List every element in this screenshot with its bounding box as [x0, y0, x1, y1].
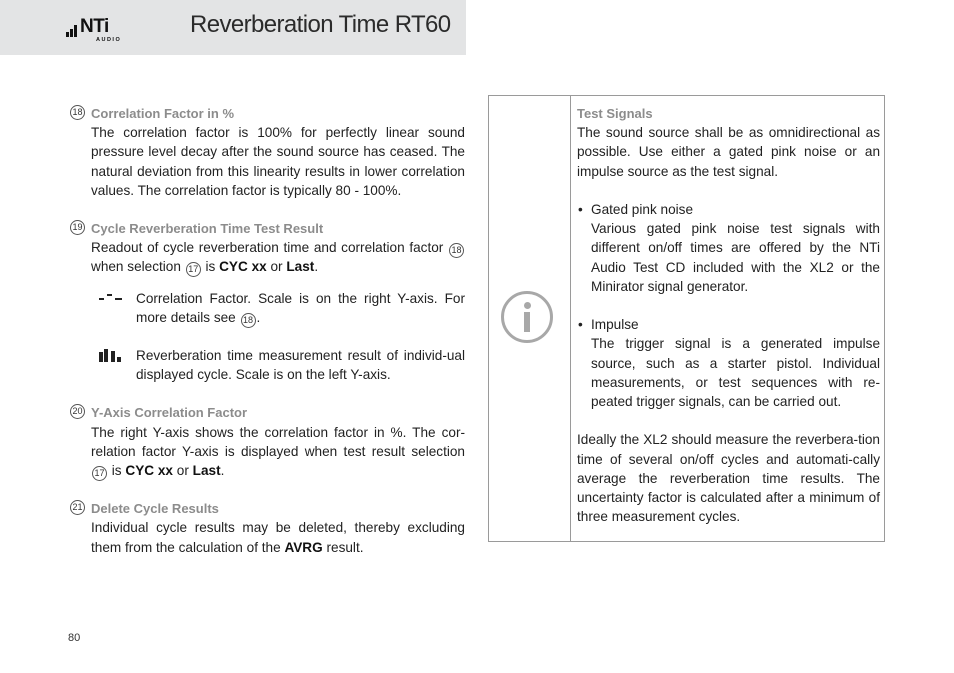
item-number-badge: 18	[70, 105, 85, 120]
logo-text: NTi	[80, 16, 109, 37]
section-text	[91, 238, 465, 276]
bullet-gated-pink-noise	[577, 200, 880, 296]
info-divider	[570, 96, 571, 541]
item-ref-badge: 18	[449, 243, 464, 258]
item-number-badge: 20	[70, 404, 85, 419]
text-segment: is	[205, 259, 216, 275]
section-title: Delete Cycle Results	[91, 501, 219, 517]
text-segment: result.	[326, 539, 364, 555]
text-segment: or	[270, 259, 283, 275]
item-number-badge: 21	[70, 500, 85, 515]
info-intro: The sound source shall be as omnidirectional as possible. Use either a gated pink noise or an impulse source as the test signal.	[577, 125, 880, 179]
text-segment: or	[176, 463, 189, 479]
bar-chart-icon	[98, 348, 124, 362]
item-ref-badge: 17	[186, 262, 201, 277]
bold-term: AVRG	[284, 539, 323, 555]
nti-audio-logo	[66, 17, 126, 45]
dashed-line-icon	[98, 291, 124, 305]
text-segment: .	[314, 259, 319, 275]
logo-bars-icon	[66, 25, 80, 37]
info-title: Test Signals	[577, 106, 653, 121]
text-segment: .	[256, 309, 261, 325]
page-number: 80	[68, 632, 81, 644]
section-y-axis	[70, 403, 465, 480]
bullet-text: The trigger signal is a generated impulse source, such as a starter pistol. Individual measurements, or test sequences with re-peated trigger signals, can be carried out.	[591, 336, 880, 410]
text-segment: is	[111, 463, 122, 479]
info-box	[488, 95, 885, 542]
section-text	[91, 423, 465, 481]
legend-correlation	[98, 289, 465, 327]
item-ref-badge: 17	[92, 466, 107, 481]
text-segment: Individual cycle results may be deleted, thereby excluding them from the calculation of the	[91, 520, 465, 555]
section-title: Correlation Factor in %	[91, 106, 235, 121]
left-column	[70, 104, 465, 576]
text-segment: when selection	[91, 259, 181, 275]
page-title: Reverberation Time RT60	[190, 11, 451, 38]
bold-term: Last	[286, 259, 315, 275]
info-closing: Ideally the XL2 should measure the reverbera-tion time of several on/off cycles and automati-cally average the reverberation time results. The uncertainty factor is calculated after a minimum of three measurement cycles.	[577, 432, 880, 525]
section-title: Cycle Reverberation Time Test Result	[91, 221, 324, 237]
bullet-text: Various gated pink noise test signals with different on/off times are offered by the NTi Audio Test CD included with the XL2 or the Minirator signal generator.	[591, 221, 880, 294]
legend-text	[136, 289, 465, 327]
bullet-impulse	[577, 315, 880, 411]
section-correlation-factor	[70, 104, 465, 200]
section-cycle-result	[70, 219, 465, 384]
text-segment: Correlation Factor. Scale is on the right Y-axis. For more details see	[136, 290, 465, 325]
header-band	[0, 0, 466, 55]
item-number-badge: 19	[70, 220, 85, 235]
legend-reverberation	[98, 346, 465, 384]
logo-subtext: AUDIO	[96, 37, 122, 43]
text-segment: The right Y-axis shows the correlation factor in %. The cor-relation factor Y-axis is displayed when test result selection	[91, 424, 465, 459]
legend-text: Reverberation time measurement result of individ-ual displayed cycle. Scale is on the left Y-axis.	[136, 348, 465, 383]
bold-term: Last	[192, 463, 221, 479]
bold-term: CYC xx	[219, 259, 267, 275]
section-delete-cycle	[70, 499, 465, 557]
bullet-title: • Gated pink noise	[591, 202, 694, 217]
text-segment: Readout of cycle reverberation time and correlation factor	[91, 240, 444, 256]
info-content	[577, 104, 880, 526]
bold-term: CYC xx	[125, 463, 173, 479]
section-text: The correlation factor is 100% for perfectly linear sound pressure level decay after the sound source has ceased. The natural deviation from this linearity results in lower correlation values. The correlation factor is typically 80 - 100%.	[91, 125, 465, 198]
text-segment: .	[220, 463, 225, 479]
bullet-title: • Impulse	[591, 317, 639, 333]
info-icon	[501, 291, 553, 343]
item-ref-badge: 18	[241, 313, 256, 328]
section-title: Y-Axis Correlation Factor	[91, 405, 248, 421]
section-text	[91, 518, 465, 556]
